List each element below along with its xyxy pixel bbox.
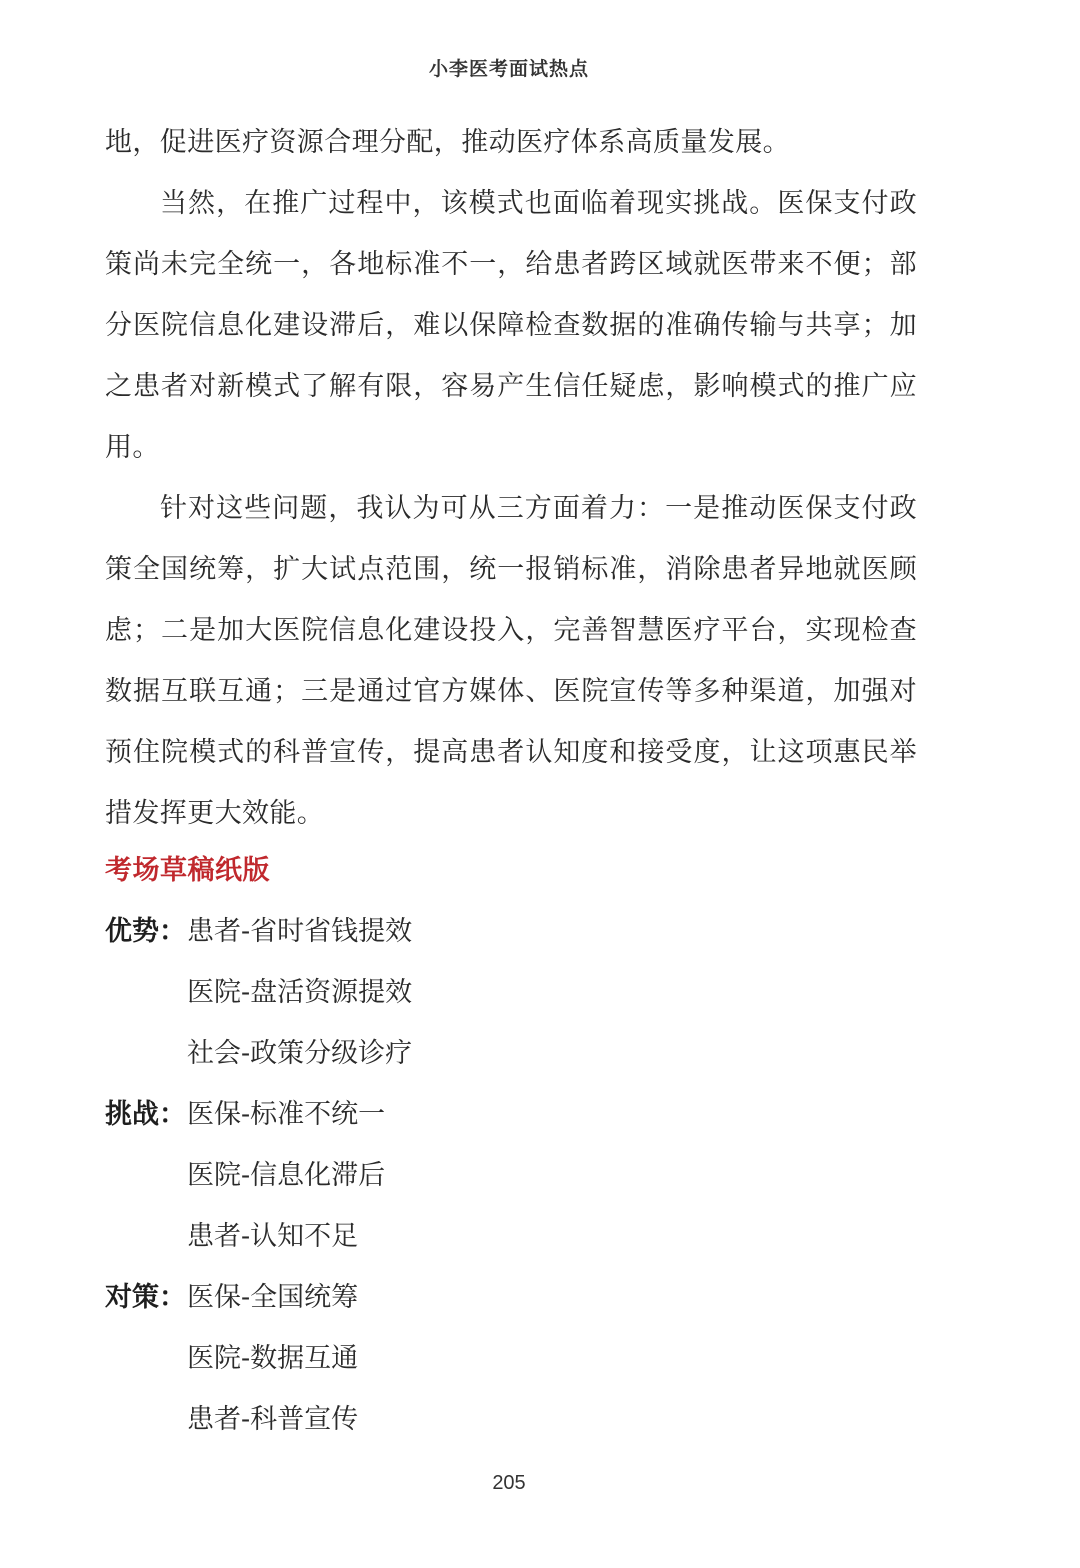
paragraph-continuation: 地，促进医疗资源合理分配，推动医疗体系高质量发展。 (105, 127, 790, 158)
outline-row (105, 1206, 917, 1267)
draft-section-title: 考场草稿纸版 (105, 855, 270, 886)
outline-row (105, 1267, 917, 1328)
outline-label-challenges: 挑战： (105, 1099, 186, 1130)
outline-item: 患者-省时省钱提效 (187, 916, 413, 947)
outline-row (105, 1084, 917, 1145)
body-text (105, 112, 917, 844)
outline-row (105, 1328, 917, 1389)
outline-item: 医院-信息化滞后 (187, 1160, 386, 1191)
outline-label-advantages: 优势： (105, 916, 186, 947)
outline-label-solutions: 对策： (105, 1282, 186, 1313)
outline-item: 患者-认知不足 (187, 1221, 359, 1252)
outline-item: 医保-标准不统一 (187, 1099, 386, 1130)
outline-row (105, 901, 917, 962)
page-number: 205 (492, 1472, 526, 1494)
draft-outline (105, 901, 917, 1450)
outline-item: 医保-全国统筹 (187, 1282, 359, 1313)
outline-row (105, 1023, 917, 1084)
outline-item: 社会-政策分级诊疗 (187, 1038, 413, 1069)
page-header-title: 小李医考面试热点 (428, 58, 589, 80)
outline-item: 医院-盘活资源提效 (187, 977, 413, 1008)
paragraph-solutions: 针对这些问题，我认为可从三方面着力：一是推动医保支付政策全国统筹，扩大试点范围，统一报销标准，消除患者异地就医顾虑；二是加大医院信息化建设投入，完善智慧医疗平台，实现检查数据互联互通；三是通过官方媒体、医院宣传等多种渠道，加强对预住院模式的科普宣传，提高患者认知度和接受度，让这项惠民举措发挥更大效能。 (105, 493, 917, 829)
outline-row (105, 1389, 917, 1450)
paragraph-challenges: 当然，在推广过程中，该模式也面临着现实挑战。医保支付政策尚未完全统一，各地标准不一，给患者跨区域就医带来不便；部分医院信息化建设滞后，难以保障检查数据的准确传输与共享；加之患者对新模式了解有限，容易产生信任疑虑，影响模式的推广应用。 (105, 188, 917, 463)
outline-row (105, 962, 917, 1023)
outline-item: 医院-数据互通 (187, 1343, 359, 1374)
outline-item: 患者-科普宣传 (187, 1404, 359, 1435)
outline-row (105, 1145, 917, 1206)
